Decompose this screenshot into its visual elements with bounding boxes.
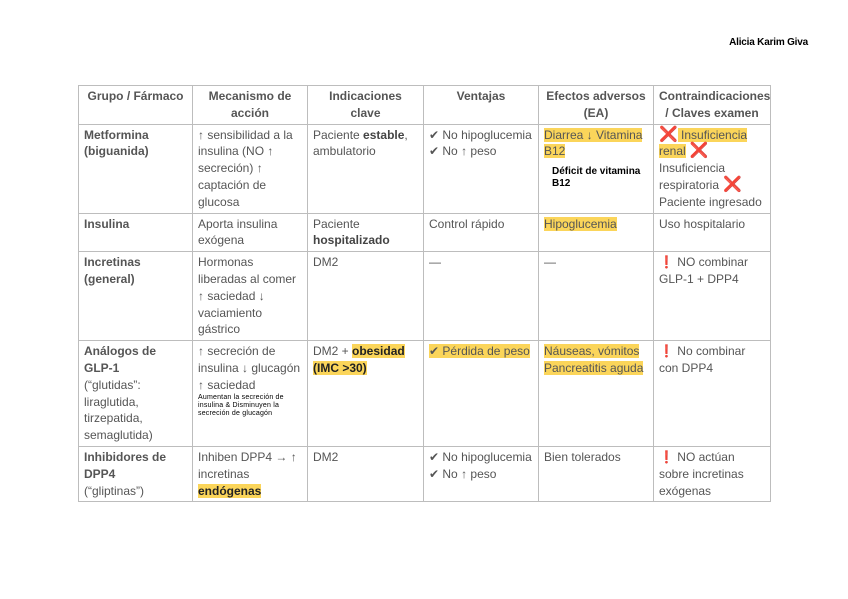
cell-adverse: Náuseas, vómitos Pancreatitis aguda xyxy=(539,341,654,447)
cell-group: Insulina xyxy=(79,213,193,252)
cell-advantages: — xyxy=(424,252,539,341)
table-row xyxy=(79,213,771,252)
cell-contraindications: Uso hospitalario xyxy=(654,213,771,252)
cell-adverse: Bien tolerados xyxy=(539,446,654,501)
cell-mechanism: Aporta insulina exógena xyxy=(193,213,308,252)
highlight: Diarrea ↓ Vitamina B12 xyxy=(544,127,643,159)
header-adverse-effects: Efectos adversos (EA) xyxy=(539,86,654,125)
cell-advantages: ✔ Pérdida de peso xyxy=(424,341,539,447)
cell-contraindications: ❗ NO combinar GLP-1 + DPP4 xyxy=(654,252,771,341)
cell-group: Metformina (biguanida) xyxy=(79,124,193,213)
cell-contraindications: ❌ Insuficiencia renal ❌ Insuficiencia respiratoria ❌ Paciente ingresado xyxy=(654,124,771,213)
cross-icon: ❌ xyxy=(719,175,742,193)
cell-contraindications: ❗ No combinar con DPP4 xyxy=(654,341,771,447)
cell-mechanism: ↑ sensibilidad a la insulina (NO ↑ secreción) ↑ captación de glucosa xyxy=(193,124,308,213)
handwritten-note: Aumentan la secreción de insulina & Disminuyen la secreción de glucagón xyxy=(198,393,284,417)
header-advantages: Ventajas xyxy=(424,86,539,125)
cell-mechanism: Hormonas liberadas al comer ↑ saciedad ↓ vaciamiento gástrico xyxy=(193,252,308,341)
cell-group: Análogos de GLP-1 (“glutidas”: liraglutida, tirzepatida, semaglutida) xyxy=(79,341,193,447)
table-row xyxy=(79,446,771,501)
table-row xyxy=(79,124,771,213)
cell-mechanism: Inhiben DPP4 → ↑ incretinas endógenas xyxy=(193,446,308,501)
cell-contraindications: ❗ NO actúan sobre incretinas exógenas xyxy=(654,446,771,501)
cell-indications: Paciente hospitalizado xyxy=(308,213,424,252)
cell-mechanism: ↑ secreción de insulina ↓ glucagón ↑ saciedad Aumentan la secreción de insulina & Disminuyen la secreción de glucagón xyxy=(193,341,308,447)
exclamation-icon: ❗ xyxy=(659,449,674,464)
cross-icon: ❌ xyxy=(685,142,709,160)
cell-group: Inhibidores de DPP4 (“gliptinas”) xyxy=(79,446,193,501)
table-header-row xyxy=(79,86,771,125)
exclamation-icon: ❗ xyxy=(659,344,674,359)
exclamation-icon: ❗ xyxy=(659,255,674,270)
cell-indications: DM2 xyxy=(308,446,424,501)
header-mechanism: Mecanismo de acción xyxy=(193,86,308,125)
table-row xyxy=(79,341,771,447)
cell-indications: DM2 xyxy=(308,252,424,341)
header-indications: Indicaciones clave xyxy=(308,86,424,125)
cell-adverse xyxy=(539,124,654,213)
cell-adverse: — xyxy=(539,252,654,341)
cell-indications: DM2 + obesidad (IMC >30) xyxy=(308,341,424,447)
cell-advantages: ✔ No hipoglucemia ✔ No ↑ peso xyxy=(424,446,539,501)
cell-advantages: ✔ No hipoglucemia ✔ No ↑ peso xyxy=(424,124,539,213)
cell-advantages: Control rápido xyxy=(424,213,539,252)
author-name: Alicia Karim Giva xyxy=(729,37,808,48)
header-group: Grupo / Fármaco xyxy=(79,86,193,125)
cell-group: Incretinas (general) xyxy=(79,252,193,341)
cell-adverse: Hipoglucemia xyxy=(539,213,654,252)
cross-icon: ❌ xyxy=(659,125,678,143)
drug-table xyxy=(78,85,771,502)
cell-indications: Paciente estable, ambulatorio xyxy=(308,124,424,213)
handwritten-note: Déficit de vitamina B12 xyxy=(552,166,641,190)
table-row xyxy=(79,252,771,341)
header-contraindications: Contraindicaciones / Claves examen xyxy=(654,86,771,125)
